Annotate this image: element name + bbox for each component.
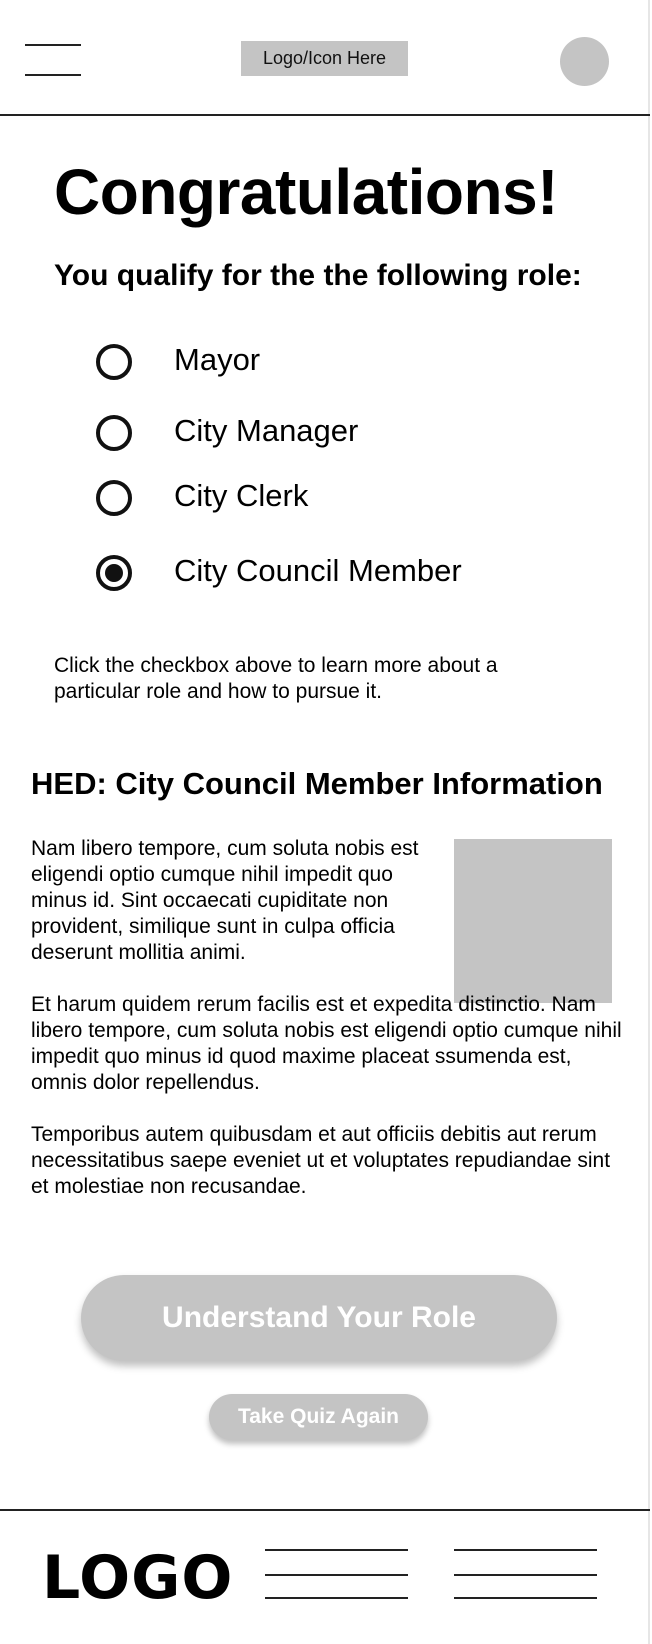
role-option-label: City Manager bbox=[174, 413, 359, 448]
footer-logo: LOGO bbox=[42, 1543, 234, 1613]
role-option-city-council-member[interactable] bbox=[96, 553, 576, 593]
top-header bbox=[0, 0, 650, 116]
page-subtitle: You qualify for the the following role: bbox=[54, 259, 582, 292]
understand-your-role-button[interactable]: Understand Your Role bbox=[81, 1275, 557, 1361]
role-option-label: City Clerk bbox=[174, 478, 309, 513]
radio-unchecked-icon[interactable] bbox=[96, 415, 132, 451]
user-avatar[interactable] bbox=[560, 37, 609, 86]
footer-links-column[interactable] bbox=[265, 1549, 408, 1599]
radio-unchecked-icon[interactable] bbox=[96, 344, 132, 380]
role-option-label: City Council Member bbox=[174, 553, 462, 588]
hamburger-menu-icon[interactable] bbox=[25, 44, 81, 76]
role-option-city-manager[interactable] bbox=[96, 413, 576, 453]
radio-checked-icon[interactable] bbox=[96, 555, 132, 591]
image-placeholder bbox=[454, 839, 612, 1003]
role-option-city-clerk[interactable] bbox=[96, 478, 576, 518]
header-logo-placeholder[interactable]: Logo/Icon Here bbox=[241, 41, 408, 76]
info-heading: HED: City Council Member Information bbox=[31, 766, 603, 801]
role-option-mayor[interactable] bbox=[96, 342, 576, 382]
info-paragraph: Nam libero tempore, cum soluta nobis est eligendi optio cumque nihil impedit quo minus id. Sint occaecati cupiditate non provident, similique sunt in culpa officia deserunt mollitia animi. bbox=[31, 837, 419, 964]
info-paragraph: Temporibus autem quibusdam et aut officiis debitis aut rerum necessitatibus saepe eveniet ut et voluptates repudiandae sint et molestiae non recusandae. bbox=[31, 1123, 611, 1198]
take-quiz-again-button[interactable]: Take Quiz Again bbox=[209, 1394, 428, 1440]
page-title: Congratulations! bbox=[54, 156, 558, 228]
radio-unchecked-icon[interactable] bbox=[96, 480, 132, 516]
role-option-label: Mayor bbox=[174, 342, 261, 377]
footer-links-column[interactable] bbox=[454, 1549, 597, 1599]
role-hint-text: Click the checkbox above to learn more about a particular role and how to pursue it. bbox=[54, 654, 498, 703]
info-paragraph: Et harum quidem rerum facilis est et expedita distinctio. Nam libero tempore, cum soluta nobis est eligendi optio cumque nihil impedit quo minus id quod maxime placeat ssumenda est, omnis dolor repellendus. bbox=[31, 993, 622, 1094]
page-footer bbox=[0, 1509, 650, 1644]
